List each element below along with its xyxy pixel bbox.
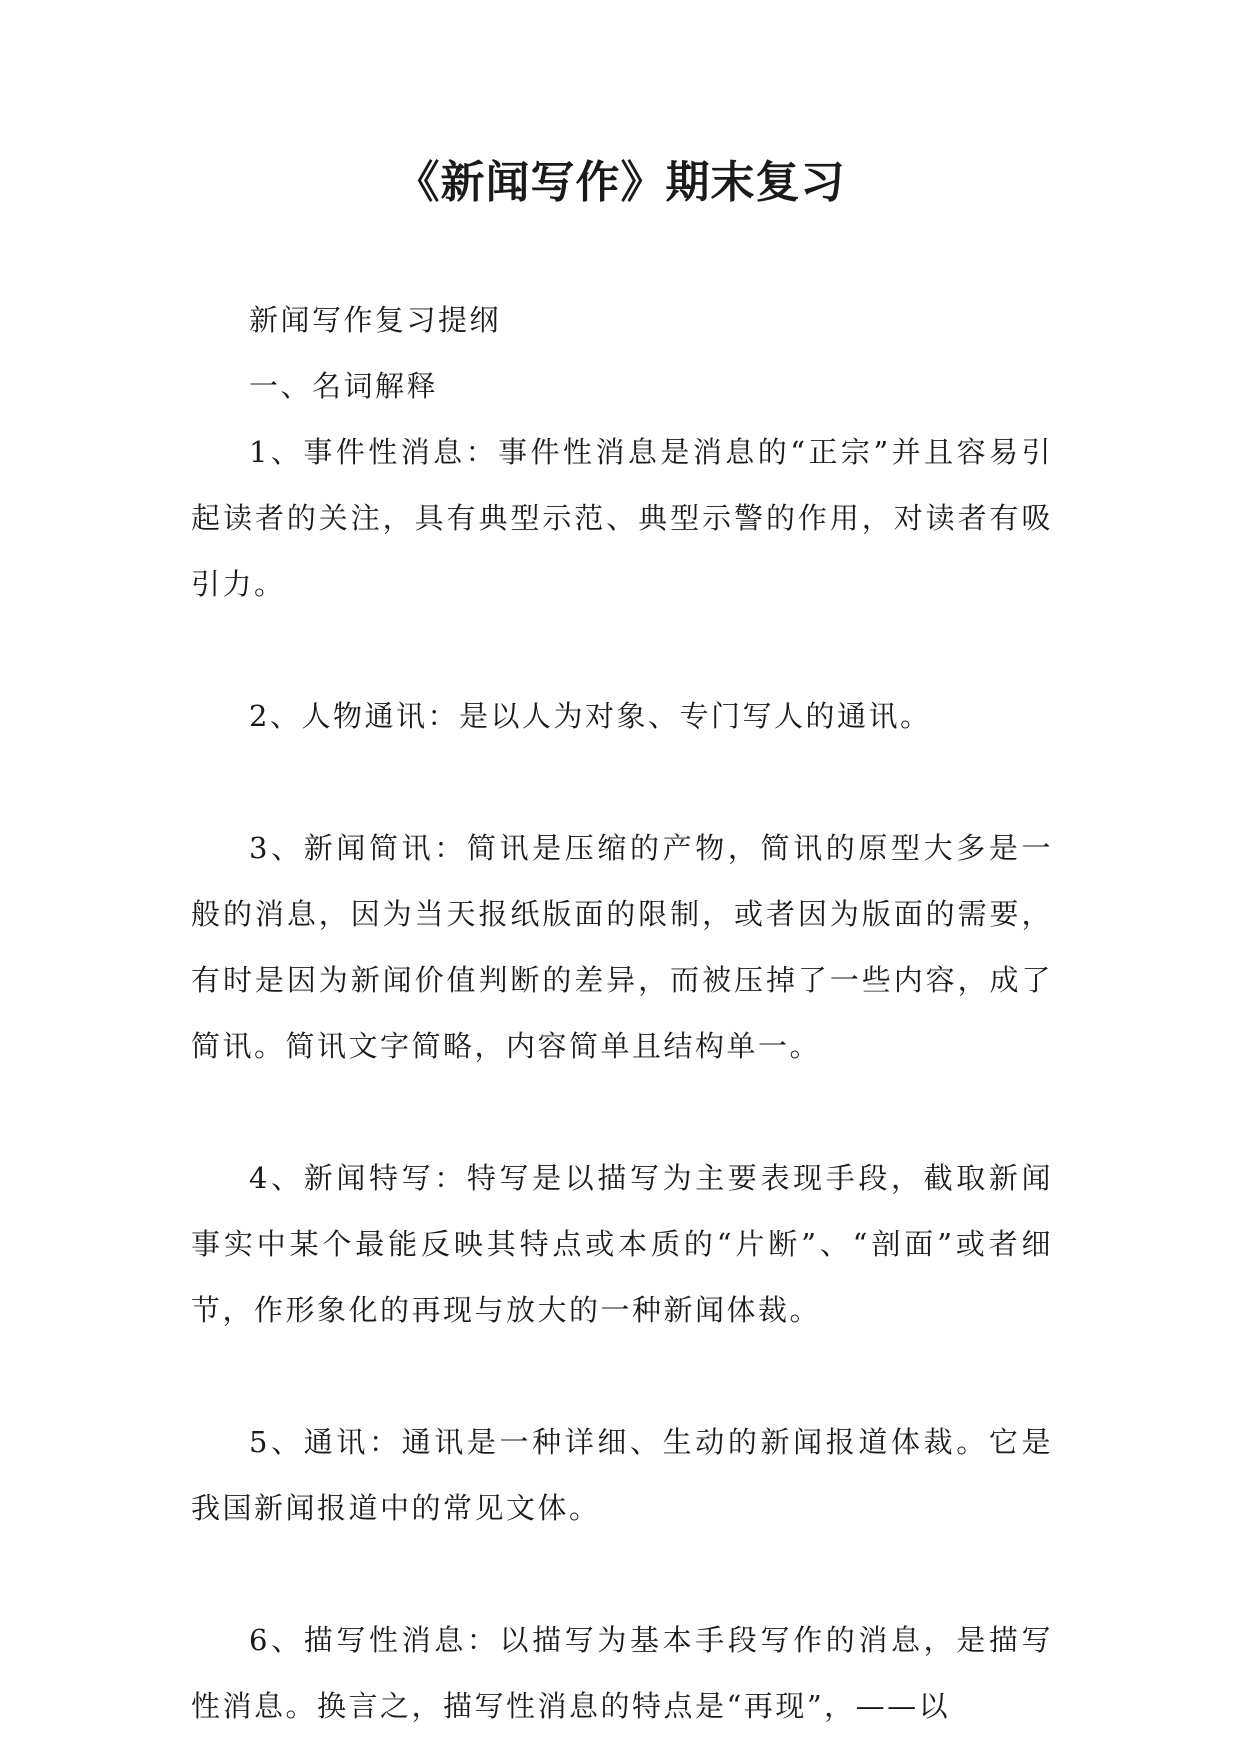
term-paragraph-3: 3、新闻简讯：简讯是压缩的产物，简讯的原型大多是一般的消息，因为当天报纸版面的限制，或者因为版面的需要，有时是因为新闻价值判断的差异，而被压掉了一些内容，成了简讯。简讯文字简略，内容简单且结构单一。 — [191, 831, 1053, 1063]
term-paragraph-2: 2、人物通讯：是以人为对象、专门写人的通讯。 — [249, 699, 932, 733]
document-title: 《新闻写作》期末复习 — [395, 157, 846, 208]
document-body — [191, 287, 1053, 1739]
section-heading: 一、名词解释 — [249, 369, 439, 403]
term-paragraph-6: 6、描写性消息：以描写为基本手段写作的消息，是描写性消息。换言之，描写性消息的特点是“再现”，——以 — [191, 1623, 1053, 1723]
outline-heading: 新闻写作复习提纲 — [249, 303, 502, 337]
term-paragraph-1: 1、事件性消息：事件性消息是消息的“正宗”并且容易引起读者的关注，具有典型示范、典型示警的作用，对读者有吸引力。 — [191, 435, 1053, 601]
term-paragraph-4: 4、新闻特写：特写是以描写为主要表现手段，截取新闻事实中某个最能反映其特点或本质的“片断”、“剖面”或者细节，作形象化的再现与放大的一种新闻体裁。 — [191, 1161, 1053, 1327]
term-paragraph-5: 5、通讯：通讯是一种详细、生动的新闻报道体裁。它是我国新闻报道中的常见文体。 — [191, 1425, 1053, 1525]
